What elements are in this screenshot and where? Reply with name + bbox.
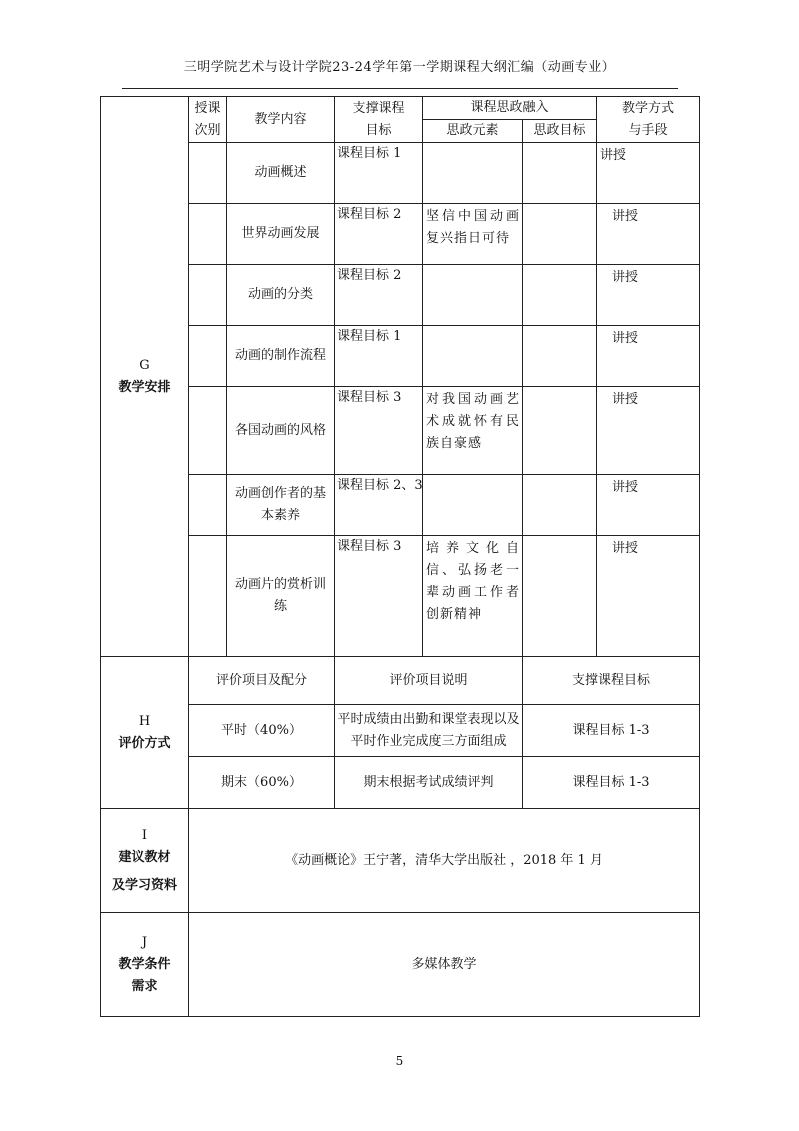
- header-method-line2: 与手段: [628, 122, 668, 138]
- section-i-letter: I: [141, 827, 148, 843]
- row-element: 培养文化自信、弘扬老一辈动画工作者创新精神: [423, 536, 523, 657]
- header-method-line1: 教学方式: [622, 100, 675, 116]
- section-j-title-line2: 需求: [131, 978, 158, 994]
- row-content: 动画概述: [227, 143, 335, 204]
- schedule-row: [101, 326, 700, 387]
- section-j-label: [101, 913, 189, 1017]
- row-method: 讲授: [597, 475, 700, 536]
- row-content: 动画的分类: [227, 265, 335, 326]
- eval-item: 期末（60%）: [189, 757, 335, 809]
- header-divider: [122, 88, 678, 89]
- schedule-row: [101, 204, 700, 265]
- section-h-letter: H: [138, 713, 151, 729]
- row-element: 坚信中国动画复兴指日可待: [423, 204, 523, 265]
- row-goal: 课程目标 1: [335, 326, 423, 387]
- schedule-row: [101, 265, 700, 326]
- row-ideology-goal: [523, 536, 597, 657]
- row-element: [423, 143, 523, 204]
- header-goal-line1: 支撑课程: [352, 100, 405, 116]
- row-goal: 课程目标 3: [335, 387, 423, 475]
- row-element: [423, 475, 523, 536]
- section-i-title-line1: 建议教材: [118, 849, 171, 865]
- row-ideology-goal: [523, 143, 597, 204]
- row-ideology-goal: [523, 387, 597, 475]
- row-element: [423, 265, 523, 326]
- section-i-title-line2: 及学习资料: [111, 877, 177, 893]
- row-session: [189, 265, 227, 326]
- syllabus-table: [100, 96, 700, 1017]
- row-session: [189, 387, 227, 475]
- row-content: 动画创作者的基本素养: [227, 475, 335, 536]
- schedule-row: [101, 143, 700, 204]
- row-content: 动画的制作流程: [227, 326, 335, 387]
- row-session: [189, 143, 227, 204]
- row-goal: 课程目标 2: [335, 265, 423, 326]
- eval-goal: 课程目标 1-3: [523, 757, 700, 809]
- row-method: 讲授: [597, 265, 700, 326]
- section-h-label: [101, 657, 189, 809]
- row-method: 讲授: [597, 326, 700, 387]
- row-element: 对我国动画艺术成就怀有民族自豪感: [423, 387, 523, 475]
- row-session: [189, 326, 227, 387]
- schedule-row: [101, 536, 700, 657]
- row-method: 讲授: [597, 387, 700, 475]
- row-goal: 课程目标 1: [335, 143, 423, 204]
- conditions-text: 多媒体教学: [189, 913, 700, 1017]
- header-session-line1: 授课: [194, 100, 221, 116]
- row-element: [423, 326, 523, 387]
- header-method: [597, 97, 700, 143]
- eval-description: 期末根据考试成绩评判: [335, 757, 523, 809]
- section-j-title-line1: 教学条件: [118, 956, 171, 972]
- row-session: [189, 536, 227, 657]
- row-ideology-goal: [523, 265, 597, 326]
- header-goal: [335, 97, 423, 143]
- row-method: 讲授: [597, 143, 700, 204]
- row-content: 世界动画发展: [227, 204, 335, 265]
- schedule-row: [101, 387, 700, 475]
- textbook-text: 《动画概论》王宁著，清华大学出版社 ，2018 年 1 月: [189, 809, 700, 913]
- eval-row: [101, 705, 700, 757]
- section-g-letter: G: [139, 357, 150, 373]
- row-ideology-goal: [523, 204, 597, 265]
- eval-goal: 课程目标 1-3: [523, 705, 700, 757]
- row-goal: 课程目标 2、3: [335, 475, 423, 536]
- eval-description: 平时成绩由出勤和课堂表现以及平时作业完成度三方面组成: [335, 705, 523, 757]
- row-goal: 课程目标 3: [335, 536, 423, 657]
- section-j-letter: J: [141, 934, 148, 950]
- row-ideology-goal: [523, 326, 597, 387]
- header-ideology: 课程思政融入: [423, 97, 597, 120]
- eval-row: [101, 757, 700, 809]
- header-content: 教学内容: [227, 97, 335, 143]
- row-session: [189, 475, 227, 536]
- section-g-label: [101, 97, 189, 657]
- page-header-title: 三明学院艺术与设计学院23-24学年第一学期课程大纲汇编（动画专业）: [183, 60, 616, 75]
- eval-header-goal: 支撑课程目标: [523, 657, 700, 705]
- schedule-row: [101, 475, 700, 536]
- section-h-title: 评价方式: [118, 735, 171, 751]
- row-method: 讲授: [597, 204, 700, 265]
- header-goal-line2: 目标: [365, 122, 392, 138]
- row-content: 动画片的赏析训练: [227, 536, 335, 657]
- eval-item: 平时（40%）: [189, 705, 335, 757]
- section-g-title: 教学安排: [118, 379, 171, 395]
- section-i-label: [101, 809, 189, 913]
- header-session: [189, 97, 227, 143]
- row-ideology-goal: [523, 475, 597, 536]
- eval-header-description: 评价项目说明: [335, 657, 523, 705]
- eval-header-item: 评价项目及配分: [189, 657, 335, 705]
- header-ideology-goal: 思政目标: [523, 120, 597, 143]
- row-content: 各国动画的风格: [227, 387, 335, 475]
- row-method: 讲授: [597, 536, 700, 657]
- header-session-line2: 次别: [194, 122, 221, 138]
- row-session: [189, 204, 227, 265]
- row-goal: 课程目标 2: [335, 204, 423, 265]
- header-element: 思政元素: [423, 120, 523, 143]
- page-number: 5: [395, 1054, 404, 1068]
